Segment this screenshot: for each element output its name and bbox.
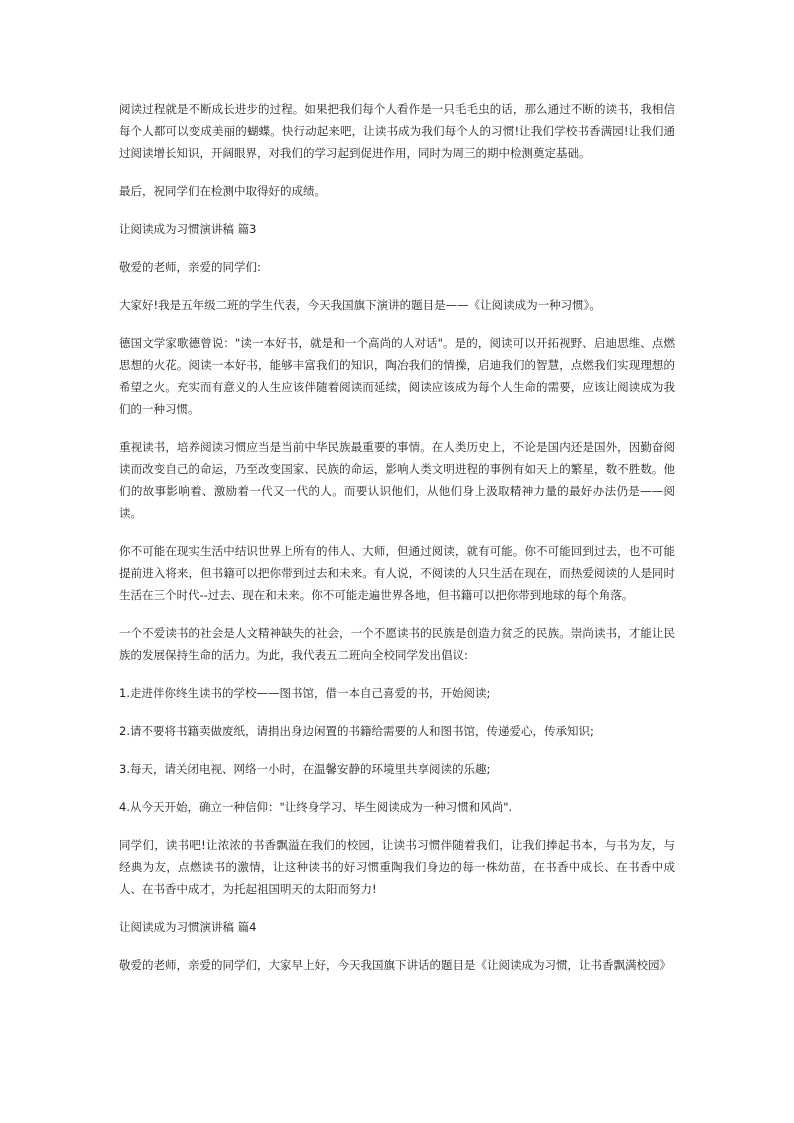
list-item-1: 1.走进伴你终生读书的学校——图书馆，借一本自己喜爱的书，开始阅读; <box>119 686 491 700</box>
paragraph-call-to-action: 同学们，读书吧!让浓浓的书香飘溢在我们的校园，让读书习惯伴随着我们，让我们捧起书本，与书为友，与经典为友，点燃读书的激情，让这种读书的好习惯重陶我们身边的每一株幼苗，在书香中成长、在书香中成人、在书香中成才，为托起祖国明天的太阳而努力! <box>119 838 675 896</box>
paragraph-greeting: 大家好!我是五年级二班的学生代表，今天我国旗下演讲的题目是——《让阅读成为一种习惯》。 <box>119 298 601 312</box>
paragraph-reading-process: 阅读过程就是不断成长进步的过程。如果把我们每个人看作是一只毛毛虫的话，那么通过不断的读书，我相信每个人都可以变成美丽的蝴蝶。快行动起来吧，让读书成为我们每个人的习惯!让我们学校书香满园!让我们通过阅读增长知识，开阔眼界，对我们的学习起到促进作用，同时为周三的期中检测奠定基础。 <box>119 102 675 160</box>
paragraph-speech-title: 敬爱的老师，亲爱的同学们，大家早上好，今天我国旗下讲话的题目是《让阅读成为习惯，让书香飘满校园》 <box>119 958 671 972</box>
list-item-2: 2.请不要将书籍卖做废纸，请捐出身边闲置的书籍给需要的人和图书馆，传递爱心，传承知识; <box>119 724 594 738</box>
paragraph-closing-wish: 最后，祝同学们在检测中取得好的成绩。 <box>119 184 326 198</box>
section-heading-part-3: 让阅读成为习惯演讲稿 篇3 <box>119 222 257 236</box>
paragraph-value-of-reading: 重视读书，培养阅读习惯应当是当前中华民族最重要的事情。在人类历史上，不论是国内还是国外，因勤奋阅读而改变自己的命运，乃至改变国家、民族的命运，影响人类文明进程的事例有如天上的繁星，数不胜数。他们的故事影响着、激励着一代又一代的人。而要认识他们，从他们身上汲取精神力量的最好办法仍是——阅读。 <box>119 440 675 520</box>
paragraph-goethe-quote: 德国文学家歌德曾说："读一本好书，就是和一个高尚的人对话"。是的，阅读可以开拓视野、启迪思维、点燃思想的火花。阅读一本好书，能够丰富我们的知识，陶冶我们的情操，启迪我们的智慧，点燃我们实现理想的希望之火。充实而有意义的人生应该伴随着阅读而延续，阅读应该成为每个人生命的需要，应该让阅读成为我们的一种习惯。 <box>119 336 675 416</box>
section-heading-part-4: 让阅读成为习惯演讲稿 篇4 <box>119 920 257 934</box>
paragraph-initiative: 一个不爱读书的社会是人文精神缺失的社会，一个不愿读书的民族是创造力贫乏的民族。崇尚读书，才能让民族的发展保持生命的活力。为此，我代表五二班向全校同学发出倡议: <box>119 626 675 662</box>
document-page <box>119 98 675 976</box>
list-item-3: 3.每天，请关闭电视、网络一小时，在温馨安静的环境里共享阅读的乐趣; <box>119 762 491 776</box>
list-item-4: 4.从今天开始，确立一种信仰："让终身学习、毕生阅读成为一种习惯和风尚". <box>119 800 513 814</box>
paragraph-salutation: 敬爱的老师，亲爱的同学们: <box>119 260 261 274</box>
paragraph-three-eras: 你不可能在现实生活中结识世界上所有的伟人、大师，但通过阅读，就有可能。你不可能回到过去，也不可能提前进入将来，但书籍可以把你带到过去和未来。有人说，不阅读的人只生活在现在，而热爱阅读的人是同时生活在三个时代--过去、现在和未来。你不可能走遍世界各地，但书籍可以把你带到地球的每个角落。 <box>119 544 675 602</box>
